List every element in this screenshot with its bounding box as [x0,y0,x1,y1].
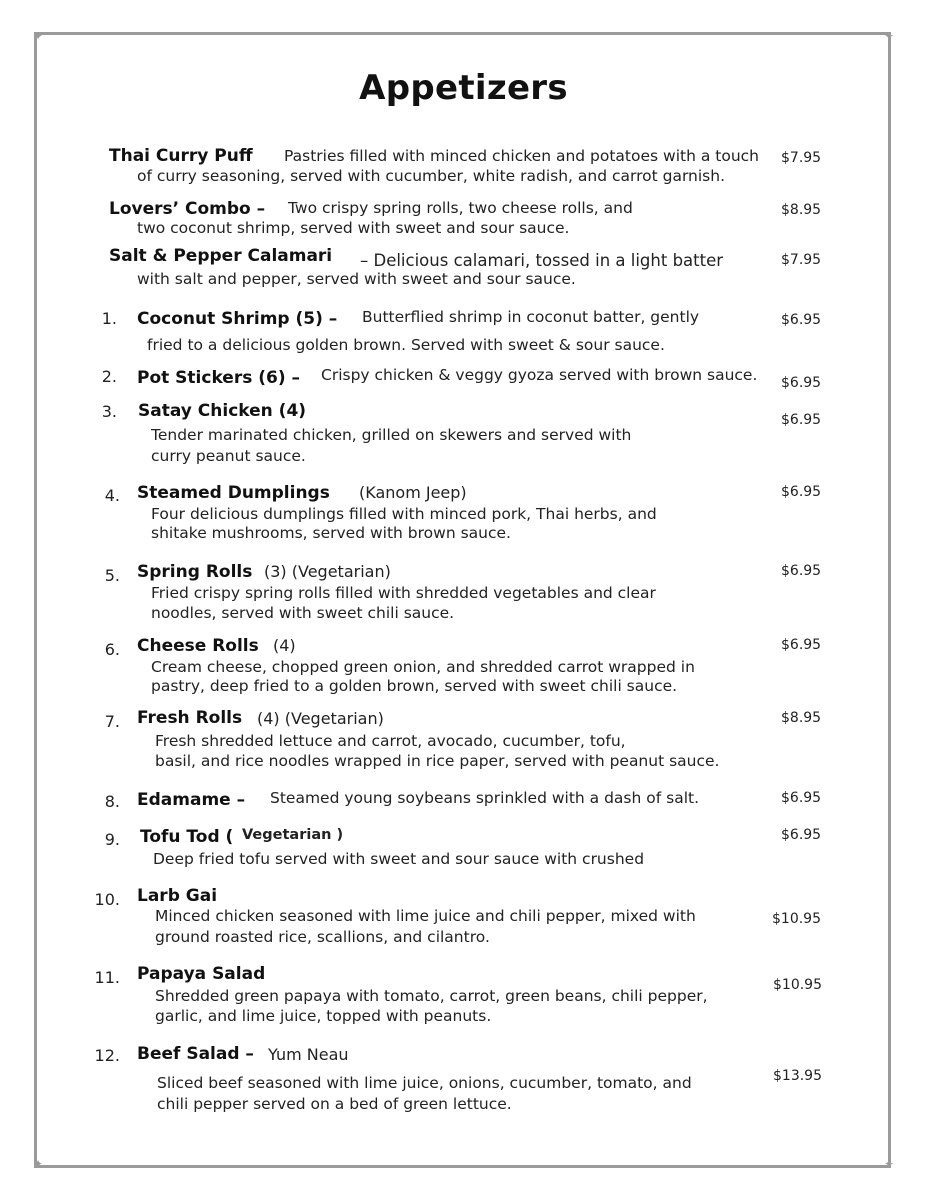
item-number: 1. [101,309,117,328]
item-note: Yum Neau [268,1045,349,1064]
item-name: Larb Gai [137,886,218,906]
item-price: $6.95 [781,563,822,579]
item-description: Sliced beef seasoned with lime juice, onions, cucumber, tomato, and [157,1074,692,1092]
item-name: Beef Salad – [137,1044,254,1064]
item-description: chili pepper served on a bed of green lettuce. [157,1095,512,1113]
item-description: Fresh shredded lettuce and carrot, avocado, cucumber, tofu, [155,732,626,750]
item-description: basil, and rice noodles wrapped in rice paper, served with peanut sauce. [155,752,720,770]
item-name: Cheese Rolls [137,636,259,656]
item-price: $6.95 [781,790,822,806]
item-description: Minced chicken seasoned with lime juice and chili pepper, mixed with [155,907,696,925]
item-description: ground roasted rice, scallions, and cilantro. [155,928,490,946]
item-name: Fresh Rolls [137,708,243,728]
item-description: two coconut shrimp, served with sweet and sour sauce. [137,219,570,237]
item-number: 6. [104,640,120,659]
item-price: $6.95 [781,312,822,328]
item-price: $6.95 [781,637,822,653]
item-name: Spring Rolls [137,562,253,582]
item-description: fried to a delicious golden brown. Served with sweet & sour sauce. [147,336,665,354]
item-description: Fried crispy spring rolls filled with shredded vegetables and clear [151,584,656,602]
item-price: $7.95 [781,252,822,268]
item-description: Two crispy spring rolls, two cheese rolls, and [288,199,633,217]
page-title: Appetizers [359,68,568,108]
item-description: Four delicious dumplings filled with minced pork, Thai herbs, and [151,505,657,523]
item-description: Steamed young soybeans sprinkled with a dash of salt. [270,789,700,807]
item-price: $6.95 [781,827,822,843]
item-description: curry peanut sauce. [151,447,306,465]
item-price: $8.95 [781,710,822,726]
item-description: Butterflied shrimp in coconut batter, gently [362,308,700,326]
item-number: 11. [94,968,120,987]
item-description: – Delicious calamari, tossed in a light batter [360,251,724,270]
item-number: 3. [101,402,117,421]
item-number: 9. [104,830,120,849]
item-description: noodles, served with sweet chili sauce. [151,604,455,622]
item-note: (3) (Vegetarian) [264,562,391,581]
item-price: $6.95 [781,412,822,428]
item-price: $13.95 [773,1068,822,1084]
item-price: $6.95 [781,375,822,391]
item-description: Tender marinated chicken, grilled on skewers and served with [151,426,632,444]
item-note: Vegetarian ) [242,827,344,843]
item-description: Deep fried tofu served with sweet and sour sauce with crushed [153,850,645,868]
item-description: Crispy chicken & veggy gyoza served with brown sauce. [321,366,758,384]
item-description: of curry seasoning, served with cucumber, white radish, and carrot garnish. [137,167,726,185]
item-description: shitake mushrooms, served with brown sauce. [151,524,511,542]
item-description: Shredded green papaya with tomato, carrot, green beans, chili pepper, [155,987,708,1005]
item-number: 4. [104,486,120,505]
item-number: 2. [101,367,117,386]
item-name: Lovers’ Combo – [109,199,266,219]
item-name: Pot Stickers (6) – [137,368,301,388]
item-description: with salt and pepper, served with sweet and sour sauce. [137,270,576,288]
item-name: Tofu Tod ( [140,827,234,847]
corner-ornament-icon: ✦ [32,1157,44,1171]
item-number: 7. [104,712,120,731]
item-number: 8. [104,792,120,811]
corner-ornament-icon: ✦ [32,29,44,43]
item-name: Steamed Dumplings [137,483,330,503]
item-note: (Kanom Jeep) [359,483,467,502]
corner-ornament-icon: ✦ [883,29,895,43]
item-name: Papaya Salad [137,964,266,984]
item-name: Salt & Pepper Calamari [109,246,333,266]
item-description: garlic, and lime juice, topped with peanuts. [155,1007,492,1025]
item-number: 12. [94,1046,120,1065]
item-note: (4) [273,636,296,655]
corner-ornament-icon: ✦ [883,1157,895,1171]
item-note: (4) (Vegetarian) [257,709,384,728]
item-name: Thai Curry Puff [109,146,253,166]
item-number: 10. [94,890,120,909]
item-price: $10.95 [772,911,821,927]
item-name: Satay Chicken (4) [138,401,307,421]
item-description: pastry, deep fried to a golden brown, served with sweet chili sauce. [151,677,678,695]
item-name: Edamame – [137,790,246,810]
item-description: Cream cheese, chopped green onion, and shredded carrot wrapped in [151,658,695,676]
item-price: $8.95 [781,202,822,218]
item-number: 5. [104,566,120,585]
item-price: $6.95 [781,484,822,500]
item-description: Pastries filled with minced chicken and potatoes with a touch [284,147,759,165]
item-name: Coconut Shrimp (5) – [137,309,338,329]
item-price: $7.95 [781,150,822,166]
item-price: $10.95 [773,977,822,993]
